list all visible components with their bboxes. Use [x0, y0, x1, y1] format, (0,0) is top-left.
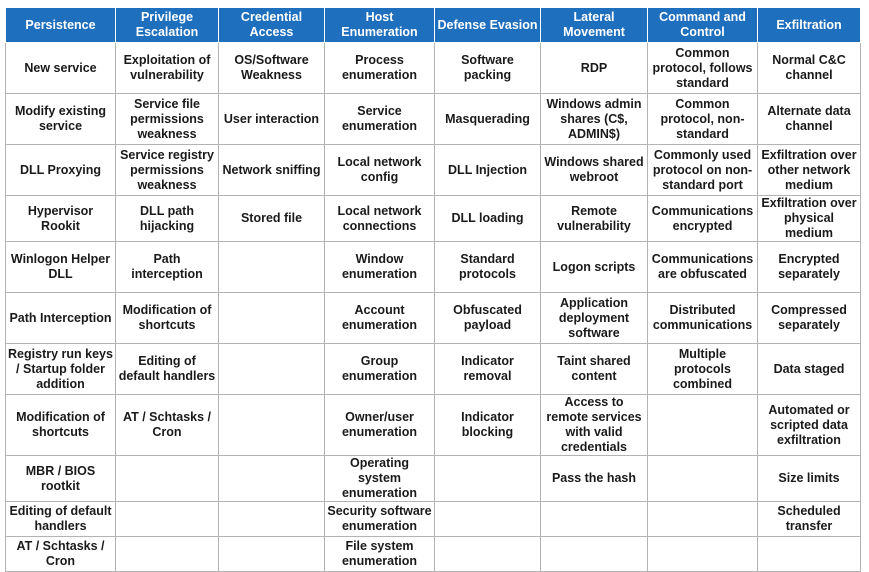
table-cell: MBR / BIOS rootkit — [6, 456, 116, 502]
table-cell: Access to remote services with valid credentials — [541, 395, 648, 456]
table-cell: Application deployment software — [541, 293, 648, 344]
table-cell: File system enumeration — [325, 537, 435, 572]
table-cell: Local network config — [325, 145, 435, 196]
table-cell: RDP — [541, 43, 648, 94]
column-header: Host Enumeration — [325, 8, 435, 43]
table-cell: DLL Injection — [435, 145, 541, 196]
table-cell — [648, 502, 758, 537]
table-cell: AT / Schtasks / Cron — [6, 537, 116, 572]
table-cell: User interaction — [219, 94, 325, 145]
table-cell: Encrypted separately — [758, 242, 861, 293]
table-cell: Obfuscated payload — [435, 293, 541, 344]
table-cell: Local network connections — [325, 196, 435, 242]
table-cell: DLL loading — [435, 196, 541, 242]
table-cell: Taint shared content — [541, 344, 648, 395]
column-header: Privilege Escalation — [116, 8, 219, 43]
table-cell: Logon scripts — [541, 242, 648, 293]
table-row — [6, 145, 861, 196]
table-cell: Exploitation of vulnerability — [116, 43, 219, 94]
table-cell: Masquerading — [435, 94, 541, 145]
table-cell: Winlogon Helper DLL — [6, 242, 116, 293]
table-cell — [541, 537, 648, 572]
table-cell: Operating system enumeration — [325, 456, 435, 502]
table-cell: Editing of default handlers — [6, 502, 116, 537]
table-cell: Distributed communications — [648, 293, 758, 344]
table-cell: Data staged — [758, 344, 861, 395]
table-cell: Common protocol, non-standard — [648, 94, 758, 145]
table-cell: Service file permissions weakness — [116, 94, 219, 145]
column-header: Lateral Movement — [541, 8, 648, 43]
table-cell — [219, 344, 325, 395]
table-row — [6, 242, 861, 293]
column-header: Exfiltration — [758, 8, 861, 43]
table-cell: Standard protocols — [435, 242, 541, 293]
table-cell: Owner/user enumeration — [325, 395, 435, 456]
table-cell — [219, 293, 325, 344]
table-row — [6, 196, 861, 242]
table-cell: Software packing — [435, 43, 541, 94]
table-cell: Hypervisor Rookit — [6, 196, 116, 242]
table-cell: Size limits — [758, 456, 861, 502]
table-row — [6, 293, 861, 344]
table-cell: Scheduled transfer — [758, 502, 861, 537]
table-cell: DLL path hijacking — [116, 196, 219, 242]
table-cell: Automated or scripted data exfiltration — [758, 395, 861, 456]
table-cell: Exfiltration over other network medium — [758, 145, 861, 196]
table-cell: Indicator blocking — [435, 395, 541, 456]
table-cell: Exfiltration over physical medium — [758, 196, 861, 242]
table-cell: Remote vulnerability — [541, 196, 648, 242]
table-cell: Modification of shortcuts — [116, 293, 219, 344]
table-body — [6, 43, 861, 572]
table-cell — [541, 502, 648, 537]
table-cell: Registry run keys / Startup folder addition — [6, 344, 116, 395]
table-cell — [648, 395, 758, 456]
table-cell: AT / Schtasks / Cron — [116, 395, 219, 456]
table-cell: Service enumeration — [325, 94, 435, 145]
table-cell: Stored file — [219, 196, 325, 242]
table-cell: New service — [6, 43, 116, 94]
table-cell — [435, 456, 541, 502]
table-header — [6, 8, 861, 43]
column-header: Persistence — [6, 8, 116, 43]
table-cell — [219, 537, 325, 572]
table-cell: Account enumeration — [325, 293, 435, 344]
table-cell — [648, 456, 758, 502]
table-cell: DLL Proxying — [6, 145, 116, 196]
table-cell: Path Interception — [6, 293, 116, 344]
table-cell — [116, 456, 219, 502]
table-row — [6, 456, 861, 502]
table-cell — [435, 502, 541, 537]
table-cell: Communications are obfuscated — [648, 242, 758, 293]
table-row — [6, 502, 861, 537]
table-cell — [116, 537, 219, 572]
column-header: Defense Evasion — [435, 8, 541, 43]
table-row — [6, 537, 861, 572]
table-cell — [219, 502, 325, 537]
table-cell: Path interception — [116, 242, 219, 293]
table-cell: Windows shared webroot — [541, 145, 648, 196]
table-cell: Multiple protocols combined — [648, 344, 758, 395]
table-cell — [758, 537, 861, 572]
table-cell — [435, 537, 541, 572]
table-cell: Security software enumeration — [325, 502, 435, 537]
table-cell: Service registry permissions weakness — [116, 145, 219, 196]
table-cell: Modify existing service — [6, 94, 116, 145]
table-cell: Commonly used protocol on non-standard port — [648, 145, 758, 196]
table-cell: Communications encrypted — [648, 196, 758, 242]
table-row — [6, 94, 861, 145]
table-cell: Windows admin shares (C$, ADMIN$) — [541, 94, 648, 145]
table-cell — [648, 537, 758, 572]
table-cell — [116, 502, 219, 537]
table-cell: Indicator removal — [435, 344, 541, 395]
table-cell — [219, 242, 325, 293]
table-cell: Window enumeration — [325, 242, 435, 293]
attack-matrix-table — [5, 7, 861, 572]
table-row — [6, 43, 861, 94]
table-cell: Common protocol, follows standard — [648, 43, 758, 94]
table-cell — [219, 395, 325, 456]
table-row — [6, 344, 861, 395]
column-header: Credential Access — [219, 8, 325, 43]
table-cell: Pass the hash — [541, 456, 648, 502]
table-cell: Group enumeration — [325, 344, 435, 395]
column-header: Command and Control — [648, 8, 758, 43]
table-cell: Normal C&C channel — [758, 43, 861, 94]
table-cell: Alternate data channel — [758, 94, 861, 145]
table-cell — [219, 456, 325, 502]
header-row — [6, 8, 861, 43]
table-cell: Compressed separately — [758, 293, 861, 344]
table-row — [6, 395, 861, 456]
table-cell: Editing of default handlers — [116, 344, 219, 395]
table-cell: Modification of shortcuts — [6, 395, 116, 456]
table-cell: OS/Software Weakness — [219, 43, 325, 94]
table-cell: Network sniffing — [219, 145, 325, 196]
table-cell: Process enumeration — [325, 43, 435, 94]
